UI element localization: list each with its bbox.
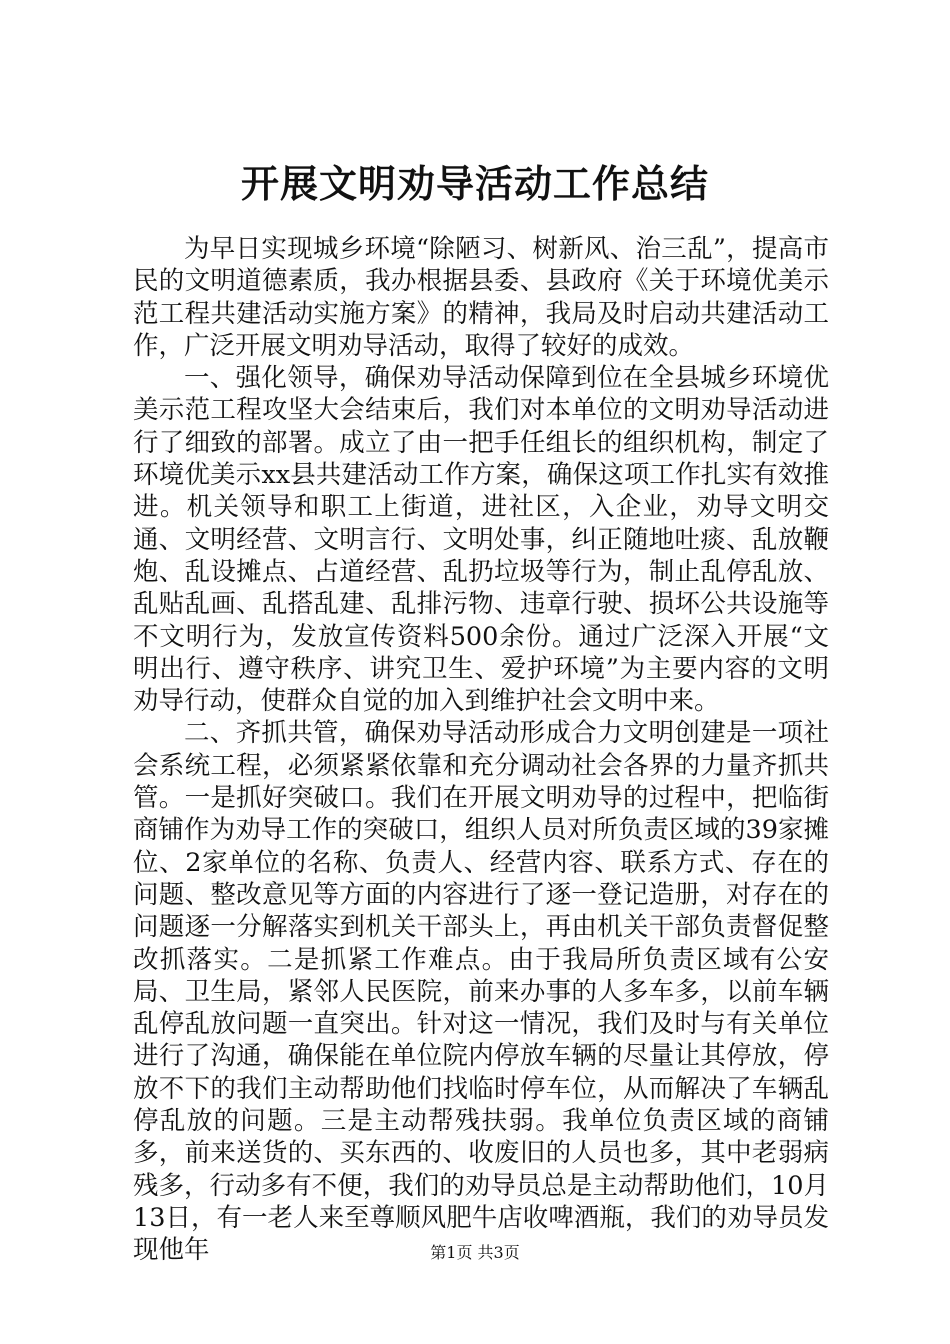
paragraph-section-2: 二、齐抓共管，确保劝导活动形成合力文明创建是一项社会系统工程，必须紧紧依靠和充分调动社会各界的力量齐抓共管。一是抓好突破口。我们在开展文明劝导的过程中，把临街商铺作为劝导工作的突破口，组织人员对所负责区域的39家摊位、2家单位的名称、负责人、经营内容、联系方式、存在的问题、整改意见等方面的内容进行了逐一登记造册，对存在的问题逐一分解落实到机关干部头上，再由机关干部负责督促整改抓落实。二是抓紧工作难点。由于我局所负责区域有公安局、卫生局，紧邻人民医院，前来办事的人多车多，以前车辆乱停乱放问题一直突出。针对这一情况，我们及时与有关单位进行了沟通，确保能在单位院内停放车辆的尽量让其停放，停放不下的我们主动帮助他们找临时停车位，从而解决了车辆乱停乱放的问题。三是主动帮残扶弱。我单位负责区域的商铺多，前来送货的、买东西的、收废旧的人员也多，其中老弱病残多，行动多有不便，我们的劝导员总是主动帮助他们，10月13日，有一老人来至尊顺风肥牛店收啤酒瓶，我们的劝导员发现他年 (133, 718, 829, 1266)
paragraph-section-1: 一、强化领导，确保劝导活动保障到位在全县城乡环境优美示范工程攻坚大会结束后，我们对本单位的文明劝导活动进行了细致的部署。成立了由一把手任组长的组织机构，制定了环境优美示xx县共建活动工作方案，确保这项工作扎实有效推进。机关领导和职工上街道，进社区，入企业，劝导文明交通、文明经营、文明言行、文明处事，纠正随地吐痰、乱放鞭炮、乱设摊点、占道经营、乱扔垃圾等行为，制止乱停乱放、乱贴乱画、乱搭乱建、乱排污物、违章行驶、损坏公共设施等不文明行为，发放宣传资料500余份。通过广泛深入开展“文明出行、遵守秩序、讲究卫生、爱护环境”为主要内容的文明劝导行动，使群众自觉的加入到维护社会文明中来。 (133, 363, 829, 717)
page-number-footer: 第1页 共3页 (430, 1243, 520, 1262)
paragraph-intro: 为早日实现城乡环境“除陋习、树新风、治三乱”，提高市民的文明道德素质，我办根据县委、县政府《关于环境优美示范工程共建活动实施方案》的精神，我局及时启动共建活动工作，广泛开展文明劝导活动，取得了较好的成效。 (133, 234, 829, 361)
document-title: 开展文明劝导活动工作总结 (240, 161, 709, 206)
document-body (133, 233, 829, 1267)
